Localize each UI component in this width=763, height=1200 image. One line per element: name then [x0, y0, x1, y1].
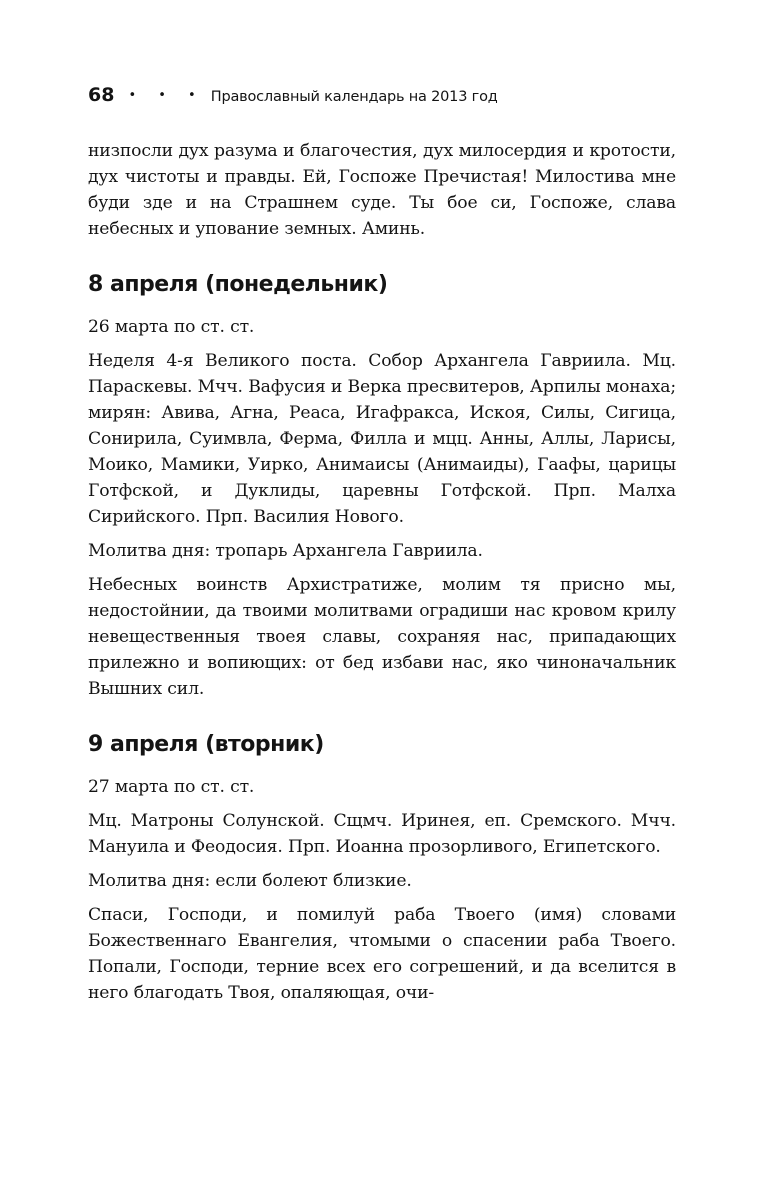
- prayer-text: Спаси, Господи, и помилуй раба Твоего (имя) словами Божественнаго Евангелия, чтомыми о спасении раба Твоего. Попали, Господи, терние всех его согрешений, и да вселится в него благодать Твоя, опаляющая, очи-: [88, 905, 676, 1003]
- header-dots: • • •: [128, 88, 205, 103]
- prayer-title: Молитва дня: тропарь Архангела Гавриила.: [88, 541, 483, 561]
- saints-of-the-day: Мц. Матроны Солунской. Сщмч. Иринея, еп. Сремского. Мчч. Мануила и Феодосия. Прп. Иоанна прозорливого, Египетского.: [88, 811, 676, 857]
- running-header: [88, 84, 676, 120]
- page-number: 68: [88, 84, 115, 106]
- book-page: [88, 84, 676, 1014]
- book-title: Православный календарь на 2013 год: [210, 89, 498, 105]
- continued-prayer-text: низпосли дух разума и благочестия, дух милосердия и кротости, дух чистоты и правды. Ей, Госпоже Пречистая! Милостива мне буди зде и на Страшнем суде. Ты бое си, Госпоже, слава небесных и упование земных. Аминь.: [88, 141, 676, 239]
- prayer-title: Молитва дня: если болеют близкие.: [88, 871, 412, 891]
- day-section-april-8: [88, 270, 676, 702]
- old-style-date: 26 марта по ст. ст.: [88, 317, 255, 337]
- old-style-date: 27 марта по ст. ст.: [88, 777, 255, 797]
- saints-of-the-day: Неделя 4-я Великого поста. Собор Архангела Гавриила. Мц. Параскевы. Мчч. Вафусия и Верка пресвитеров, Арпилы монаха; мирян: Авива, Агна, Реаса, Игафракса, Искоя, Силы, Сигица, Сонирила, Суимвла, Ферма, Филла и мцц. Анны, Аллы, Ларисы, Моико, Мамики, Уирко, Анимаисы (Анимаиды), Гаафы, царицы Готфской, и Дуклиды, царевны Готфской. Прп. Малха Сирийского. Прп. Василия Нового.: [88, 351, 676, 527]
- day-heading: 8 апреля (понедельник): [88, 272, 388, 297]
- prayer-text: Небесных воинств Архистратиже, молим тя присно мы, недостойнии, да твоими молитвами оградиши нас кровом крилу невещественныя твоея славы, сохраняя нас, припадающих прилежно и вопиющих: от бед избави нас, яко чиноначальник Вышних сил.: [88, 575, 676, 699]
- day-section-april-9: [88, 730, 676, 1006]
- day-heading: 9 апреля (вторник): [88, 732, 324, 757]
